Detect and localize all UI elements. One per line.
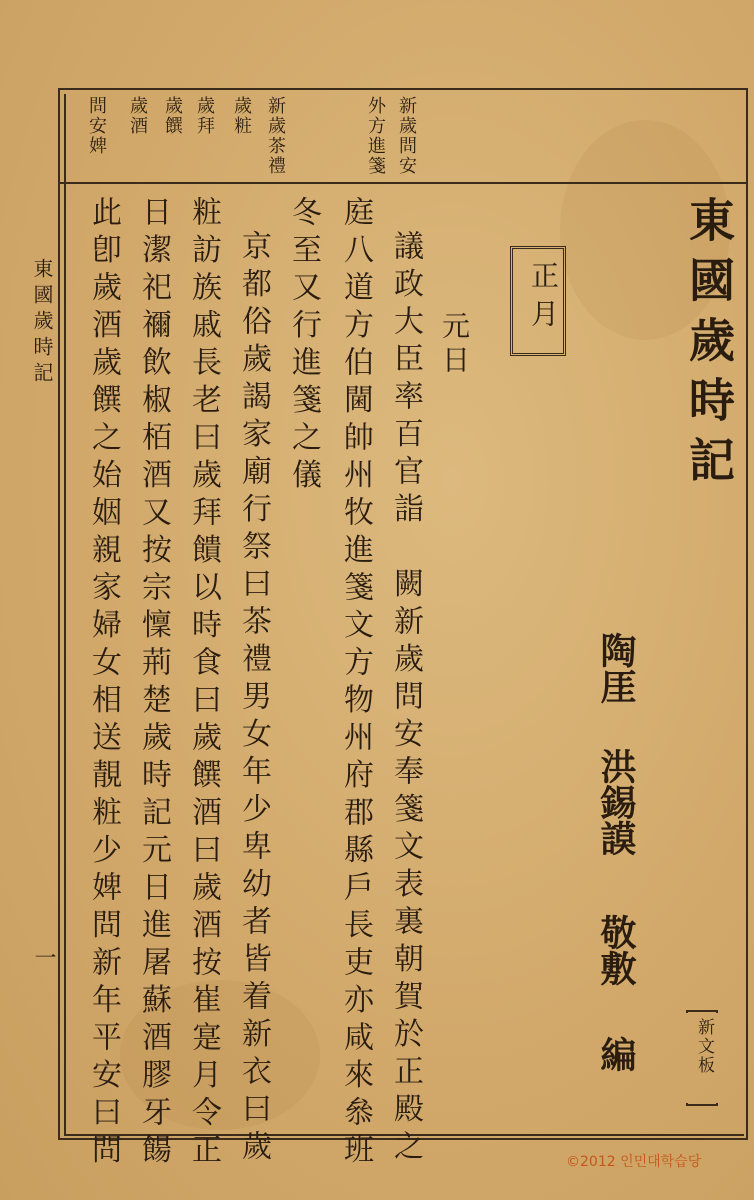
text-column: 冬至又行進箋之儀 (286, 196, 321, 496)
text-column: 京都俗歲謁家廟行祭曰茶禮男女年少卑幼者皆着新衣曰歲 (236, 230, 271, 1168)
author-name-part: 敬敷 (595, 914, 637, 986)
edition-label (686, 1010, 718, 1106)
text-column: 議政大臣率百官詣 闕新歲問安奉箋文表裏朝賀於正殿之 (388, 230, 423, 1168)
text-column: 庭八道方伯閫帥州牧進箋文方物州府郡縣戶長吏亦咸來叅班 (338, 196, 373, 1171)
copyright-watermark: ©2012 인민대학습당 (566, 1154, 702, 1170)
month-heading-box (510, 246, 566, 356)
text-column: 日潔祀禰飲椒栢酒又按宗懍荊楚歲時記元日進屠蘇酒膠牙餳 (136, 196, 171, 1171)
margin-book-title: 東國歲時記 (30, 258, 54, 388)
bracket-bottom (686, 1103, 718, 1106)
inner-left-rule (64, 94, 66, 1134)
header-note: 歲酒 (127, 96, 148, 136)
edition-text: 新文板 (694, 1018, 714, 1075)
author-name-part: 洪錫謨 (595, 748, 637, 856)
header-note: 新歲茶禮 (265, 96, 286, 176)
bracket-top (686, 1010, 718, 1013)
page-number: 一 (31, 946, 56, 974)
section-heading: 元日 (438, 311, 471, 379)
author-name-part: 陶厓 (595, 632, 637, 704)
header-note: 歲拜 (194, 96, 215, 136)
header-divider-rule (58, 182, 748, 184)
book-title: 東國歲時記 (682, 196, 736, 496)
author-name-part: 編 (595, 1036, 637, 1072)
text-column: 粧訪族戚長老曰歲拜饋以時食曰歲饌酒曰歲酒按崔寔月令正 (186, 196, 221, 1171)
header-note: 歲粧 (231, 96, 252, 136)
header-note: 歲饌 (162, 96, 183, 136)
month-heading: 正月 (527, 261, 560, 337)
header-note: 新歲問安 (396, 96, 417, 176)
text-column: 此卽歲酒歲饌之始姻親家婦女相送靚粧少婢問新年平安曰問 (86, 196, 121, 1171)
header-note: 外方進箋 (365, 96, 386, 176)
header-note: 問安婢 (86, 96, 107, 156)
